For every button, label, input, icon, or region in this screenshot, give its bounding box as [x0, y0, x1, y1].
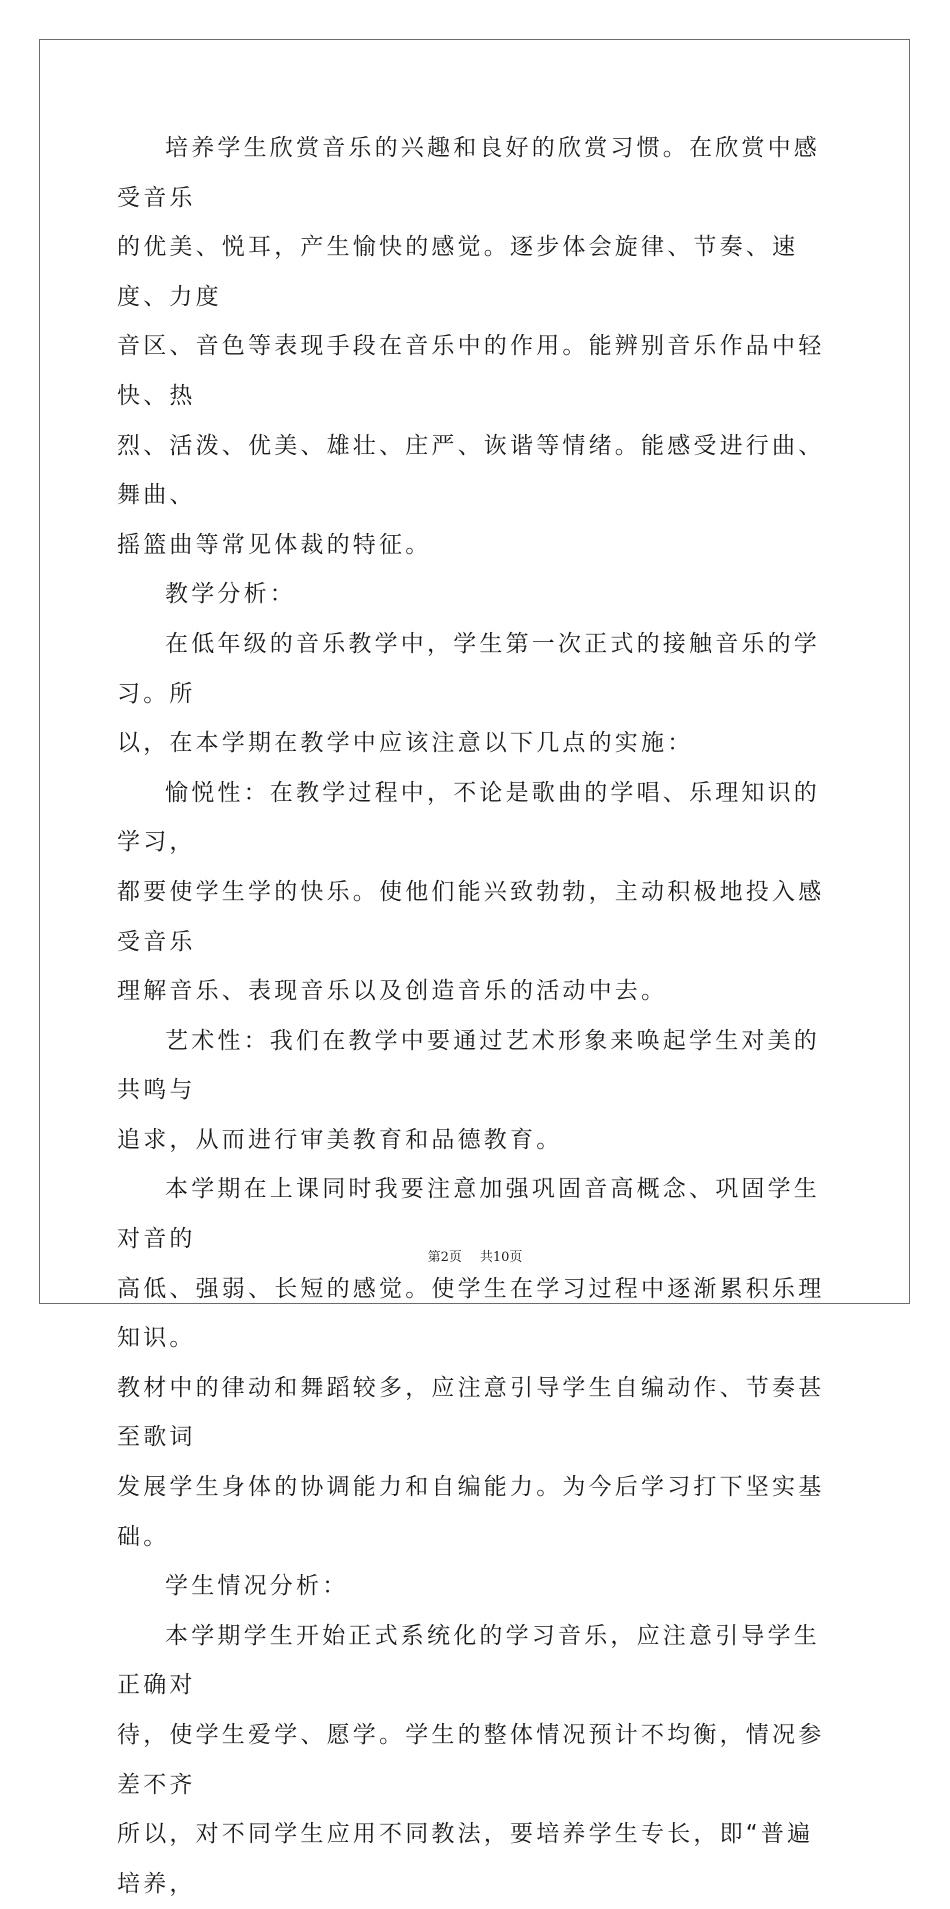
text-line: 待，使学生爱学、愿学。学生的整体情况预计不均衡，情况参差不齐 [117, 1722, 825, 1798]
text-line: 追求，从而进行审美教育和品德教育。 [117, 1126, 563, 1153]
section-heading [117, 570, 835, 620]
paragraph [117, 1612, 835, 1909]
text-line: 所以，对不同学生应用不同教法，要培养学生专长，即“普遍培养， [117, 1821, 814, 1897]
text-line: 艺术性：我们在教学中要通过艺术形象来唤起学生对美的共鸣与 [117, 1027, 820, 1104]
text-line: 烈、活泼、优美、雄壮、庄严、诙谐等情绪。能感受进行曲、舞曲、 [117, 432, 825, 509]
text-line: 教材中的律动和舞蹈较多，应注意引导学生自编动作、节奏甚至歌词 [117, 1374, 825, 1451]
page-total: 共10页 [479, 1250, 523, 1265]
text-line: 教学分析： [165, 581, 296, 608]
text-line: 愉悦性：在教学过程中，不论是歌曲的学唱、乐理知识的学习， [117, 779, 820, 856]
text-line: 在低年级的音乐教学中，学生第一次正式的接触音乐的学习。所 [117, 630, 820, 707]
paragraph [117, 124, 835, 570]
page-footer [0, 1246, 950, 1265]
text-line: 音区、音色等表现手段在音乐中的作用。能辨别音乐作品中轻快、热 [117, 333, 825, 409]
text-line: 理解音乐、表现音乐以及创造音乐的活动中去。 [117, 978, 668, 1005]
document-body [117, 124, 835, 1909]
text-line: 培养学生欣赏音乐的兴趣和良好的欣赏习惯。在欣赏中感受音乐 [117, 135, 820, 211]
paragraph [117, 769, 835, 1017]
text-line: 以，在本学期在教学中应该注意以下几点的实施： [117, 730, 694, 757]
text-line: 学生情况分析： [165, 1573, 349, 1600]
page-number: 第2页 [427, 1250, 462, 1265]
section-heading [117, 1562, 835, 1612]
paragraph [117, 620, 835, 769]
text-line: 的优美、悦耳，产生愉快的感觉。逐步体会旋律、节奏、速度、力度 [117, 234, 799, 310]
paragraph [117, 1017, 835, 1166]
text-line: 都要使学生学的快乐。使他们能兴致勃勃，主动积极地投入感受音乐 [117, 878, 825, 955]
text-line: 本学期在上课同时我要注意加强巩固音高概念、巩固学生对音的 [117, 1176, 820, 1253]
text-line: 高低、强弱、长短的感觉。使学生在学习过程中逐渐累积乐理知识。 [117, 1275, 825, 1352]
text-line: 发展学生身体的协调能力和自编能力。为今后学习打下坚实基础。 [117, 1474, 825, 1550]
paragraph [117, 1165, 835, 1562]
text-line: 摇篮曲等常见体裁的特征。 [117, 531, 432, 558]
text-line: 本学期学生开始正式系统化的学习音乐，应注意引导学生正确对 [117, 1622, 820, 1699]
